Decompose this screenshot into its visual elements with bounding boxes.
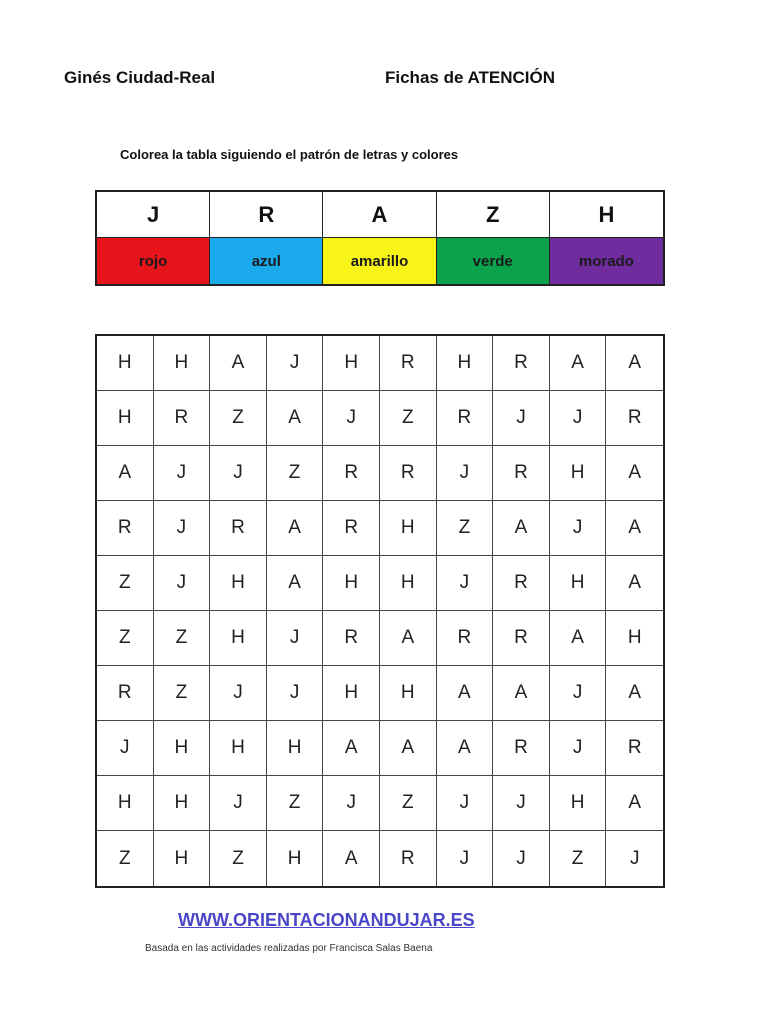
grid-cell[interactable]: A: [267, 501, 324, 556]
grid-cell[interactable]: A: [210, 336, 267, 391]
grid-cell[interactable]: R: [606, 721, 663, 776]
grid-cell[interactable]: Z: [550, 831, 607, 886]
instruction-text: Colorea la tabla siguiendo el patrón de letras y colores: [120, 147, 459, 162]
grid-cell[interactable]: A: [323, 831, 380, 886]
grid-cell[interactable]: R: [606, 391, 663, 446]
grid-cell[interactable]: A: [606, 556, 663, 611]
legend-color-azul: azul: [210, 238, 323, 284]
grid-cell[interactable]: Z: [97, 831, 154, 886]
grid-cell[interactable]: A: [493, 501, 550, 556]
legend-letter-z: Z: [437, 192, 550, 238]
legend-letter-r: R: [210, 192, 323, 238]
grid-cell[interactable]: A: [97, 446, 154, 501]
letter-grid: [95, 334, 665, 888]
grid-cell[interactable]: H: [380, 501, 437, 556]
grid-cell[interactable]: R: [154, 391, 211, 446]
grid-cell[interactable]: R: [380, 336, 437, 391]
grid-cell[interactable]: J: [154, 556, 211, 611]
grid-cell[interactable]: H: [606, 611, 663, 666]
grid-cell[interactable]: J: [437, 556, 494, 611]
grid-cell[interactable]: J: [550, 666, 607, 721]
grid-cell[interactable]: A: [606, 336, 663, 391]
legend-letter-j: J: [97, 192, 210, 238]
grid-cell[interactable]: H: [267, 721, 324, 776]
grid-cell[interactable]: Z: [437, 501, 494, 556]
website-link[interactable]: WWW.ORIENTACIONANDUJAR.ES: [178, 910, 475, 930]
grid-cell[interactable]: R: [493, 446, 550, 501]
grid-cell[interactable]: R: [97, 666, 154, 721]
grid-cell[interactable]: H: [380, 666, 437, 721]
grid-cell[interactable]: Z: [210, 391, 267, 446]
grid-cell[interactable]: R: [380, 446, 437, 501]
legend-letter-h: H: [550, 192, 663, 238]
grid-cell[interactable]: Z: [210, 831, 267, 886]
grid-cell[interactable]: R: [493, 556, 550, 611]
grid-cell[interactable]: J: [267, 666, 324, 721]
grid-cell[interactable]: J: [493, 391, 550, 446]
grid-cell[interactable]: H: [550, 776, 607, 831]
grid-cell[interactable]: A: [606, 501, 663, 556]
grid-cell[interactable]: H: [550, 556, 607, 611]
grid-cell[interactable]: R: [493, 611, 550, 666]
grid-cell[interactable]: R: [323, 446, 380, 501]
grid-cell[interactable]: A: [437, 666, 494, 721]
grid-cell[interactable]: R: [493, 336, 550, 391]
grid-cell[interactable]: A: [437, 721, 494, 776]
legend-color-amarillo: amarillo: [323, 238, 436, 284]
author-name: Ginés Ciudad-Real: [64, 68, 216, 87]
grid-cell[interactable]: J: [154, 501, 211, 556]
grid-cell[interactable]: A: [493, 666, 550, 721]
grid-cell[interactable]: A: [606, 666, 663, 721]
grid-cell[interactable]: R: [323, 611, 380, 666]
grid-cell[interactable]: A: [606, 776, 663, 831]
grid-cell[interactable]: J: [437, 446, 494, 501]
grid-cell[interactable]: H: [97, 391, 154, 446]
grid-cell[interactable]: R: [210, 501, 267, 556]
grid-cell[interactable]: J: [154, 446, 211, 501]
grid-cell[interactable]: J: [210, 446, 267, 501]
grid-cell[interactable]: H: [323, 336, 380, 391]
grid-cell[interactable]: H: [154, 721, 211, 776]
grid-cell[interactable]: A: [550, 336, 607, 391]
grid-cell[interactable]: H: [154, 831, 211, 886]
grid-cell[interactable]: J: [210, 666, 267, 721]
legend-color-morado: morado: [550, 238, 663, 284]
grid-cell[interactable]: Z: [267, 446, 324, 501]
grid-cell[interactable]: J: [267, 611, 324, 666]
grid-cell[interactable]: R: [493, 721, 550, 776]
grid-cell[interactable]: H: [380, 556, 437, 611]
grid-cell[interactable]: J: [437, 776, 494, 831]
grid-cell[interactable]: Z: [154, 666, 211, 721]
grid-cell[interactable]: R: [437, 391, 494, 446]
grid-cell[interactable]: A: [267, 556, 324, 611]
grid-cell[interactable]: J: [550, 501, 607, 556]
grid-cell[interactable]: R: [380, 831, 437, 886]
grid-cell[interactable]: A: [606, 446, 663, 501]
grid-cell[interactable]: J: [97, 721, 154, 776]
worksheet-title: Fichas de ATENCIÓN: [385, 68, 556, 87]
grid-cell[interactable]: A: [550, 611, 607, 666]
grid-cell[interactable]: J: [493, 831, 550, 886]
grid-cell[interactable]: A: [380, 611, 437, 666]
grid-cell[interactable]: J: [323, 391, 380, 446]
grid-cell[interactable]: J: [493, 776, 550, 831]
grid-cell[interactable]: J: [550, 391, 607, 446]
grid-cell[interactable]: Z: [97, 611, 154, 666]
grid-cell[interactable]: A: [267, 391, 324, 446]
legend-color-rojo: rojo: [97, 238, 210, 284]
grid-cell[interactable]: H: [323, 556, 380, 611]
grid-cell[interactable]: Z: [380, 776, 437, 831]
color-legend-table: [95, 190, 665, 286]
grid-cell[interactable]: J: [210, 776, 267, 831]
grid-cell[interactable]: A: [380, 721, 437, 776]
grid-cell[interactable]: R: [437, 611, 494, 666]
grid-cell[interactable]: H: [210, 611, 267, 666]
grid-cell[interactable]: H: [154, 336, 211, 391]
grid-cell[interactable]: H: [323, 666, 380, 721]
grid-cell[interactable]: H: [437, 336, 494, 391]
grid-cell[interactable]: H: [154, 776, 211, 831]
grid-cell[interactable]: H: [97, 336, 154, 391]
grid-cell[interactable]: R: [323, 501, 380, 556]
grid-cell[interactable]: J: [323, 776, 380, 831]
grid-cell[interactable]: H: [210, 556, 267, 611]
credit-text: Basada en las actividades realizadas por Francisca Salas Baena: [145, 943, 433, 954]
grid-cell[interactable]: H: [210, 721, 267, 776]
legend-color-verde: verde: [437, 238, 550, 284]
grid-cell[interactable]: Z: [380, 391, 437, 446]
grid-cell[interactable]: Z: [154, 611, 211, 666]
grid-cell[interactable]: J: [550, 721, 607, 776]
grid-cell[interactable]: Z: [267, 776, 324, 831]
grid-cell[interactable]: J: [267, 336, 324, 391]
grid-cell[interactable]: A: [323, 721, 380, 776]
grid-cell[interactable]: J: [437, 831, 494, 886]
grid-cell[interactable]: H: [267, 831, 324, 886]
grid-cell[interactable]: Z: [97, 556, 154, 611]
grid-cell[interactable]: H: [550, 446, 607, 501]
grid-cell[interactable]: R: [97, 501, 154, 556]
grid-cell[interactable]: H: [97, 776, 154, 831]
legend-letter-a: A: [323, 192, 436, 238]
grid-cell[interactable]: J: [629, 847, 640, 869]
